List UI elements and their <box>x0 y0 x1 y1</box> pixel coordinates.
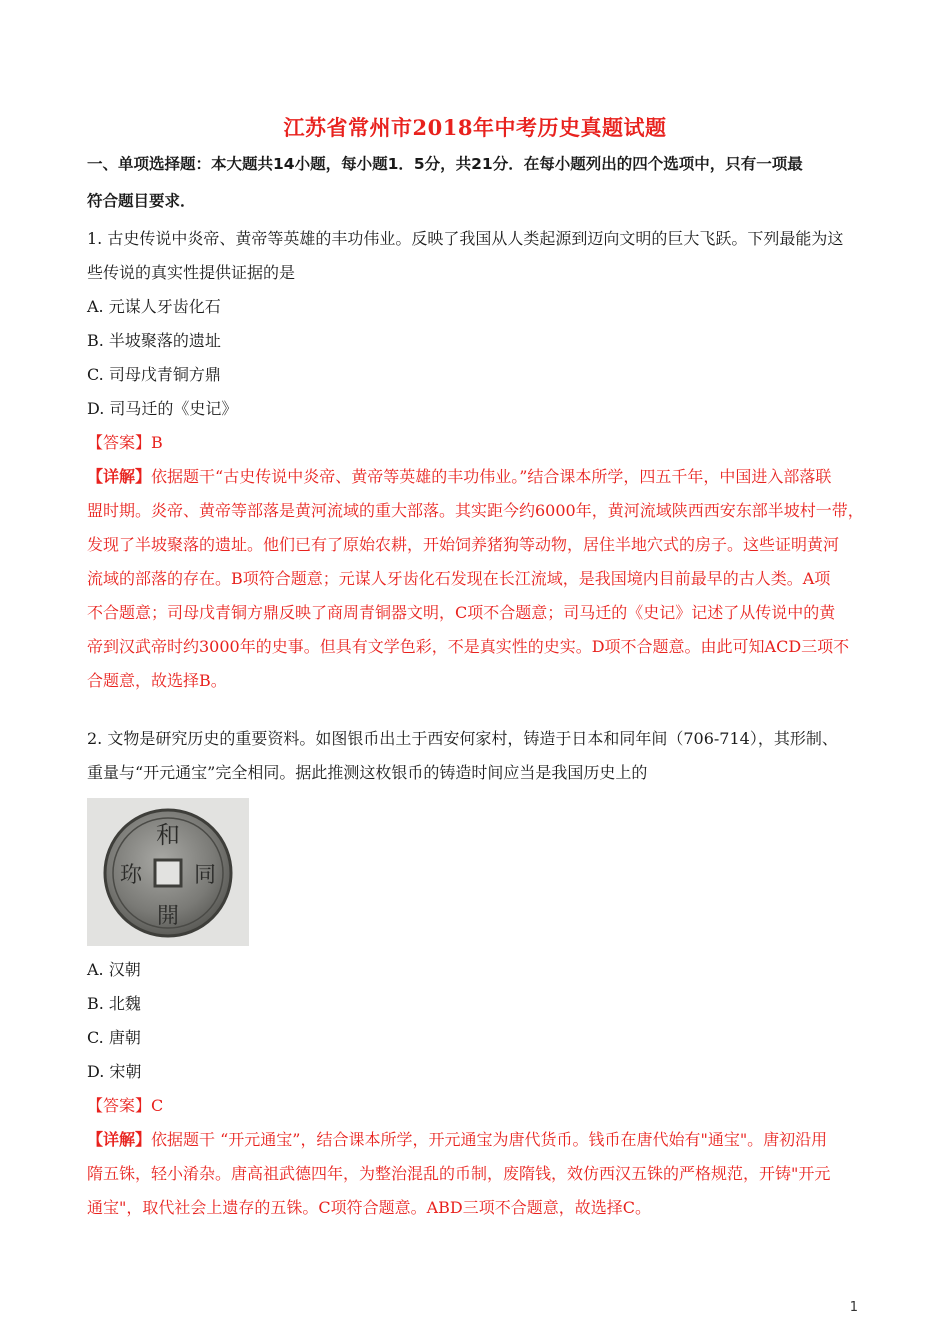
question-2-text-line-1: 2. 文物是研究历史的重要资料。如图银币出土于西安何家村，铸造于日本和同年间（706-714），其形制、 <box>87 729 838 748</box>
question-2-explain-line: 隋五铢，轻小淆杂。唐高祖武德四年，为整治混乱的币制，废隋钱，效仿西汉五铢的严格规范，开铸"开元 <box>87 1164 831 1183</box>
question-2-option-b: B. 北魏 <box>87 994 141 1013</box>
question-2-explanation <box>87 1123 877 1225</box>
question-1-option-b: B. 半坡聚落的遗址 <box>87 331 221 350</box>
coin-char-right: 同 <box>193 863 217 888</box>
question-1-explain-line: 依据题干“古史传说中炎帝、黄帝等英雄的丰功伟业。”结合课本所学，四五千年，中国进入部落联 <box>151 467 832 486</box>
question-2-explain-line: 通宝"，取代社会上遗存的五铢。C项符合题意。ABD三项不合题意，故选择C。 <box>87 1198 651 1217</box>
coin-illustration <box>87 798 249 946</box>
question-2-explain-tag: 【详解】 <box>87 1130 152 1149</box>
page-title: 江苏省常州市2018年中考历史真题试题 <box>283 115 667 140</box>
question-1-explain-line: 发现了半坡聚落的遗址。他们已有了原始农耕，开始饲养猪狗等动物，居住半地穴式的房子。这些证明黄河 <box>87 535 840 554</box>
question-1-option-c: C. 司母戊青铜方鼎 <box>87 365 221 384</box>
question-2-option-a: A. 汉朝 <box>87 960 141 979</box>
question-1-answer: 【答案】B <box>87 433 163 452</box>
question-1-option-d: D. 司马迁的《史记》 <box>87 399 238 418</box>
question-1-explain-line: 帝到汉武帝时约3000年的史事。但具有文学色彩，不是真实性的史实。D项不合题意。由此可知ACD三项不 <box>87 637 850 656</box>
coin-char-bottom: 開 <box>156 904 180 929</box>
question-2-option-d: D. 宋朝 <box>87 1062 142 1081</box>
question-2-answer: 【答案】C <box>87 1096 164 1115</box>
question-1-explain-tag: 【详解】 <box>87 467 152 486</box>
question-1-option-a: A. 元谋人牙齿化石 <box>87 297 221 316</box>
question-2-explain-line: 依据题干 “开元通宝”，结合课本所学，开元通宝为唐代货币。钱币在唐代始有"通宝"。唐初沿用 <box>151 1130 828 1149</box>
question-1-explain-line: 合题意，故选择B。 <box>87 671 227 690</box>
question-1-text-line-2: 些传说的真实性提供证据的是 <box>87 263 296 282</box>
silver-coin-image <box>87 798 249 946</box>
question-2-option-c: C. 唐朝 <box>87 1028 141 1047</box>
coin-square-hole <box>155 860 181 886</box>
question-2-options <box>87 953 877 1225</box>
question-2-text-line-2: 重量与“开元通宝”完全相同。据此推测这枚银币的铸造时间应当是我国历史上的 <box>87 763 648 782</box>
coin-char-top: 和 <box>156 821 180 849</box>
section-heading-line-2: 符合题目要求． <box>87 192 196 210</box>
question-1-explanation <box>87 460 877 698</box>
question-1-explain-line: 流域的部落的存在。B项符合题意；元谋人牙齿化石发现在长江流域，是我国境内目前最早的古人类。A项 <box>87 569 831 588</box>
question-1-explain-line: 盟时期。炎帝、黄帝等部落是黄河流域的重大部落。其实距今约6000年，黄河流域陕西西安东部半坡村一带， <box>87 501 864 520</box>
section-heading <box>87 146 877 220</box>
page-number: 1 <box>849 1300 858 1315</box>
coin-char-left: 珎 <box>119 863 143 888</box>
question-2 <box>87 722 877 790</box>
question-1-explain-line: 不合题意；司母戊青铜方鼎反映了商周青铜器文明，C项不合题意；司马迁的《史记》记述了从传说中的黄 <box>87 603 836 622</box>
question-1 <box>87 222 877 698</box>
section-heading-line-1: 一、单项选择题：本大题共14小题，每小题1．5分，共21分．在每小题列出的四个选项中，只有一项最 <box>87 155 803 173</box>
question-1-text-line-1: 1. 古史传说中炎帝、黄帝等英雄的丰功伟业。反映了我国从人类起源到迈向文明的巨大飞跃。下列最能为这 <box>87 229 844 248</box>
